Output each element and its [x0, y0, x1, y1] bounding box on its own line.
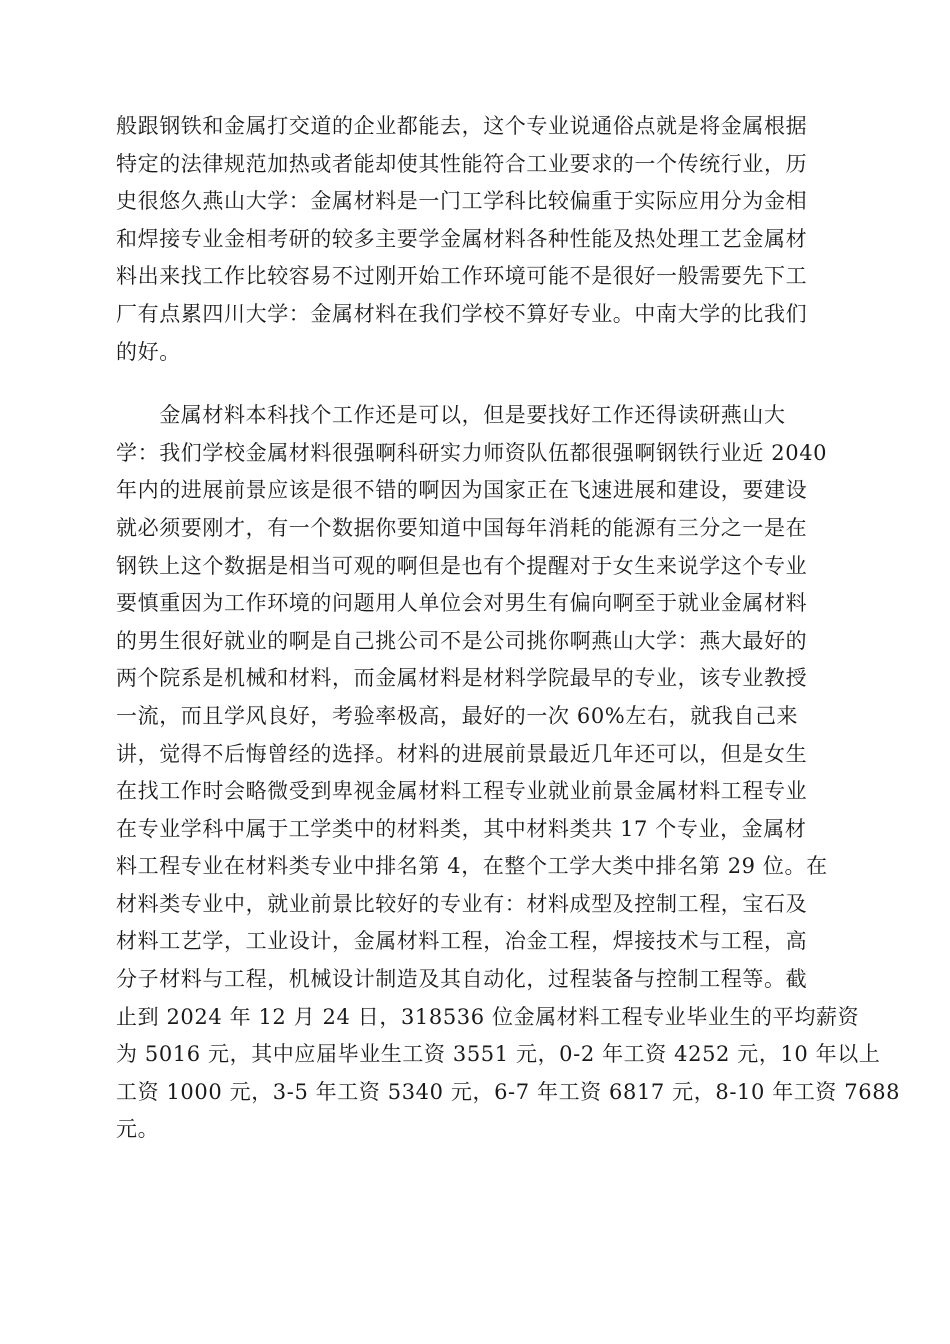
text-line: 特定的法律规范加热或者能却使其性能符合工业要求的一个传统行业，历 — [116, 151, 808, 176]
text-line: 元。 — [116, 1117, 160, 1142]
text-line: 般跟钢铁和金属打交道的企业都能去，这个专业说通俗点就是将金属根据 — [116, 114, 808, 138]
text-line: 年内的进展前景应该是很不错的啊因为国家正在飞速进展和建设，要建设 — [116, 478, 808, 503]
text-line: 材料工艺学，工业设计，金属材料工程，冶金工程，焊接技术与工程，高 — [116, 929, 808, 954]
document-body — [116, 108, 901, 1149]
text-line: 讲，觉得不后悔曾经的选择。材料的进展前景最近几年还可以，但是女生 — [116, 741, 808, 766]
text-line: 的男生很好就业的啊是自己挑公司不是公司挑你啊燕山大学：燕大最好的 — [116, 628, 808, 653]
text-line: 和焊接专业金相考研的较多主要学金属材料各种性能及热处理工艺金属材 — [116, 226, 808, 251]
text-line: 材料类专业中，就业前景比较好的专业有：材料成型及控制工程，宝石及 — [116, 891, 808, 916]
text-line: 史很悠久燕山大学：金属材料是一门工学科比较偏重于实际应用分为金相 — [116, 189, 808, 214]
text-line: 就必须要刚才，有一个数据你要知道中国每年消耗的能源有三分之一是在 — [116, 515, 808, 540]
text-line: 金属材料本科找个工作还是可以，但是要找好工作还得读研燕山大 — [116, 403, 786, 428]
text-line: 一流，而且学风良好，考验率极高，最好的一次 60%左右，就我自己来 — [116, 703, 799, 728]
text-line: 厂有点累四川大学：金属材料在我们学校不算好专业。中南大学的比我们 — [116, 301, 808, 326]
text-line: 工资 1000 元，3-5 年工资 5340 元，6-7 年工资 6817 元，8-10 年工资 7688 — [116, 1079, 901, 1104]
text-line: 的好。 — [116, 339, 181, 364]
text-line: 在专业学科中属于工学类中的材料类，其中材料类共 17 个专业，金属材 — [116, 816, 807, 841]
paragraph — [116, 108, 836, 371]
text-line: 为 5016 元，其中应届毕业生工资 3551 元，0-2 年工资 4252 元，10 年以上 — [116, 1042, 881, 1067]
text-line: 钢铁上这个数据是相当可观的啊但是也有个提醒对于女生来说学这个专业 — [116, 553, 808, 578]
text-line: 学：我们学校金属材料很强啊科研实力师资队伍都很强啊钢铁行业近 2040 — [116, 440, 828, 465]
text-line: 止到 2024 年 12 月 24 日，318536 位金属材料工程专业毕业生的平均薪资 — [116, 1004, 860, 1029]
paragraph — [116, 397, 901, 1149]
text-line: 两个院系是机械和材料，而金属材料是材料学院最早的专业，该专业教授 — [116, 666, 808, 691]
text-line: 在找工作时会略微受到卑视金属材料工程专业就业前景金属材料工程专业 — [116, 779, 808, 804]
text-line: 料工程专业在材料类专业中排名第 4，在整个工学大类中排名第 29 位。在 — [116, 854, 828, 879]
paragraph-spacer — [116, 371, 836, 397]
text-line: 分子材料与工程，机械设计制造及其自动化，过程装备与控制工程等。截 — [116, 967, 808, 992]
text-line: 料出来找工作比较容易不过刚开始工作环境可能不是很好一般需要先下工 — [116, 264, 808, 289]
text-line: 要慎重因为工作环境的问题用人单位会对男生有偏向啊至于就业金属材料 — [116, 591, 808, 616]
